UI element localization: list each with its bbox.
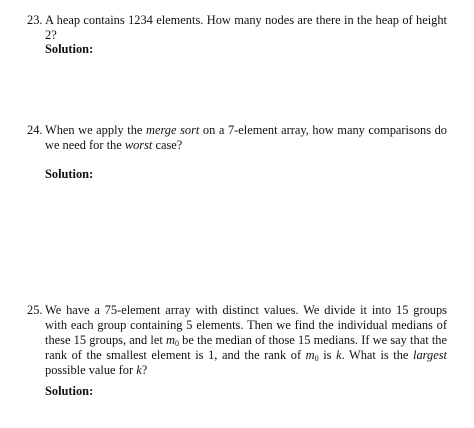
- problem-text: [45, 303, 447, 378]
- math-variable: k: [136, 363, 142, 377]
- problem-text: A heap contains 1234 elements. How many nodes are there in the heap of height 2?: [45, 13, 447, 42]
- text-segment: be the median of those 15 medians. If we say that the rank of the smallest element is 1, and the rank of: [45, 333, 447, 362]
- problem-text: [45, 123, 447, 153]
- problem-number: 24.: [27, 123, 43, 137]
- emphasis-text: largest: [413, 348, 447, 362]
- text-segment: on a 7-element array, how many comparisons do we need for the: [45, 123, 447, 152]
- solution-label: Solution:: [45, 384, 94, 398]
- problem-25: [27, 303, 447, 378]
- problem-number: 23.: [27, 13, 43, 27]
- math-variable: m: [166, 333, 175, 347]
- emphasis-text: worst: [124, 138, 153, 152]
- problem-23: [27, 13, 447, 43]
- text-segment: When we apply the: [45, 123, 146, 137]
- text-segment: ?: [141, 363, 148, 377]
- math-subscript: 0: [314, 354, 319, 363]
- math-variable: k: [336, 348, 342, 362]
- math-subscript: 0: [174, 339, 179, 348]
- problem-number: 25.: [27, 303, 43, 317]
- text-segment: . What is the: [341, 348, 414, 362]
- problem-24: [27, 123, 447, 153]
- text-segment: We have a 75-element array with distinct values. We divide it into 15 groups with each group containing 5 elements. Then we find the individual medians of these 15 groups, and let: [45, 303, 447, 347]
- emphasis-text: merge sort: [146, 123, 200, 137]
- solution-label: Solution:: [45, 167, 94, 181]
- math-variable: m: [305, 348, 315, 362]
- solution-label: Solution:: [45, 42, 94, 56]
- text-segment: possible value for: [45, 363, 137, 377]
- text-segment: case?: [152, 138, 183, 152]
- text-segment: is: [318, 348, 337, 362]
